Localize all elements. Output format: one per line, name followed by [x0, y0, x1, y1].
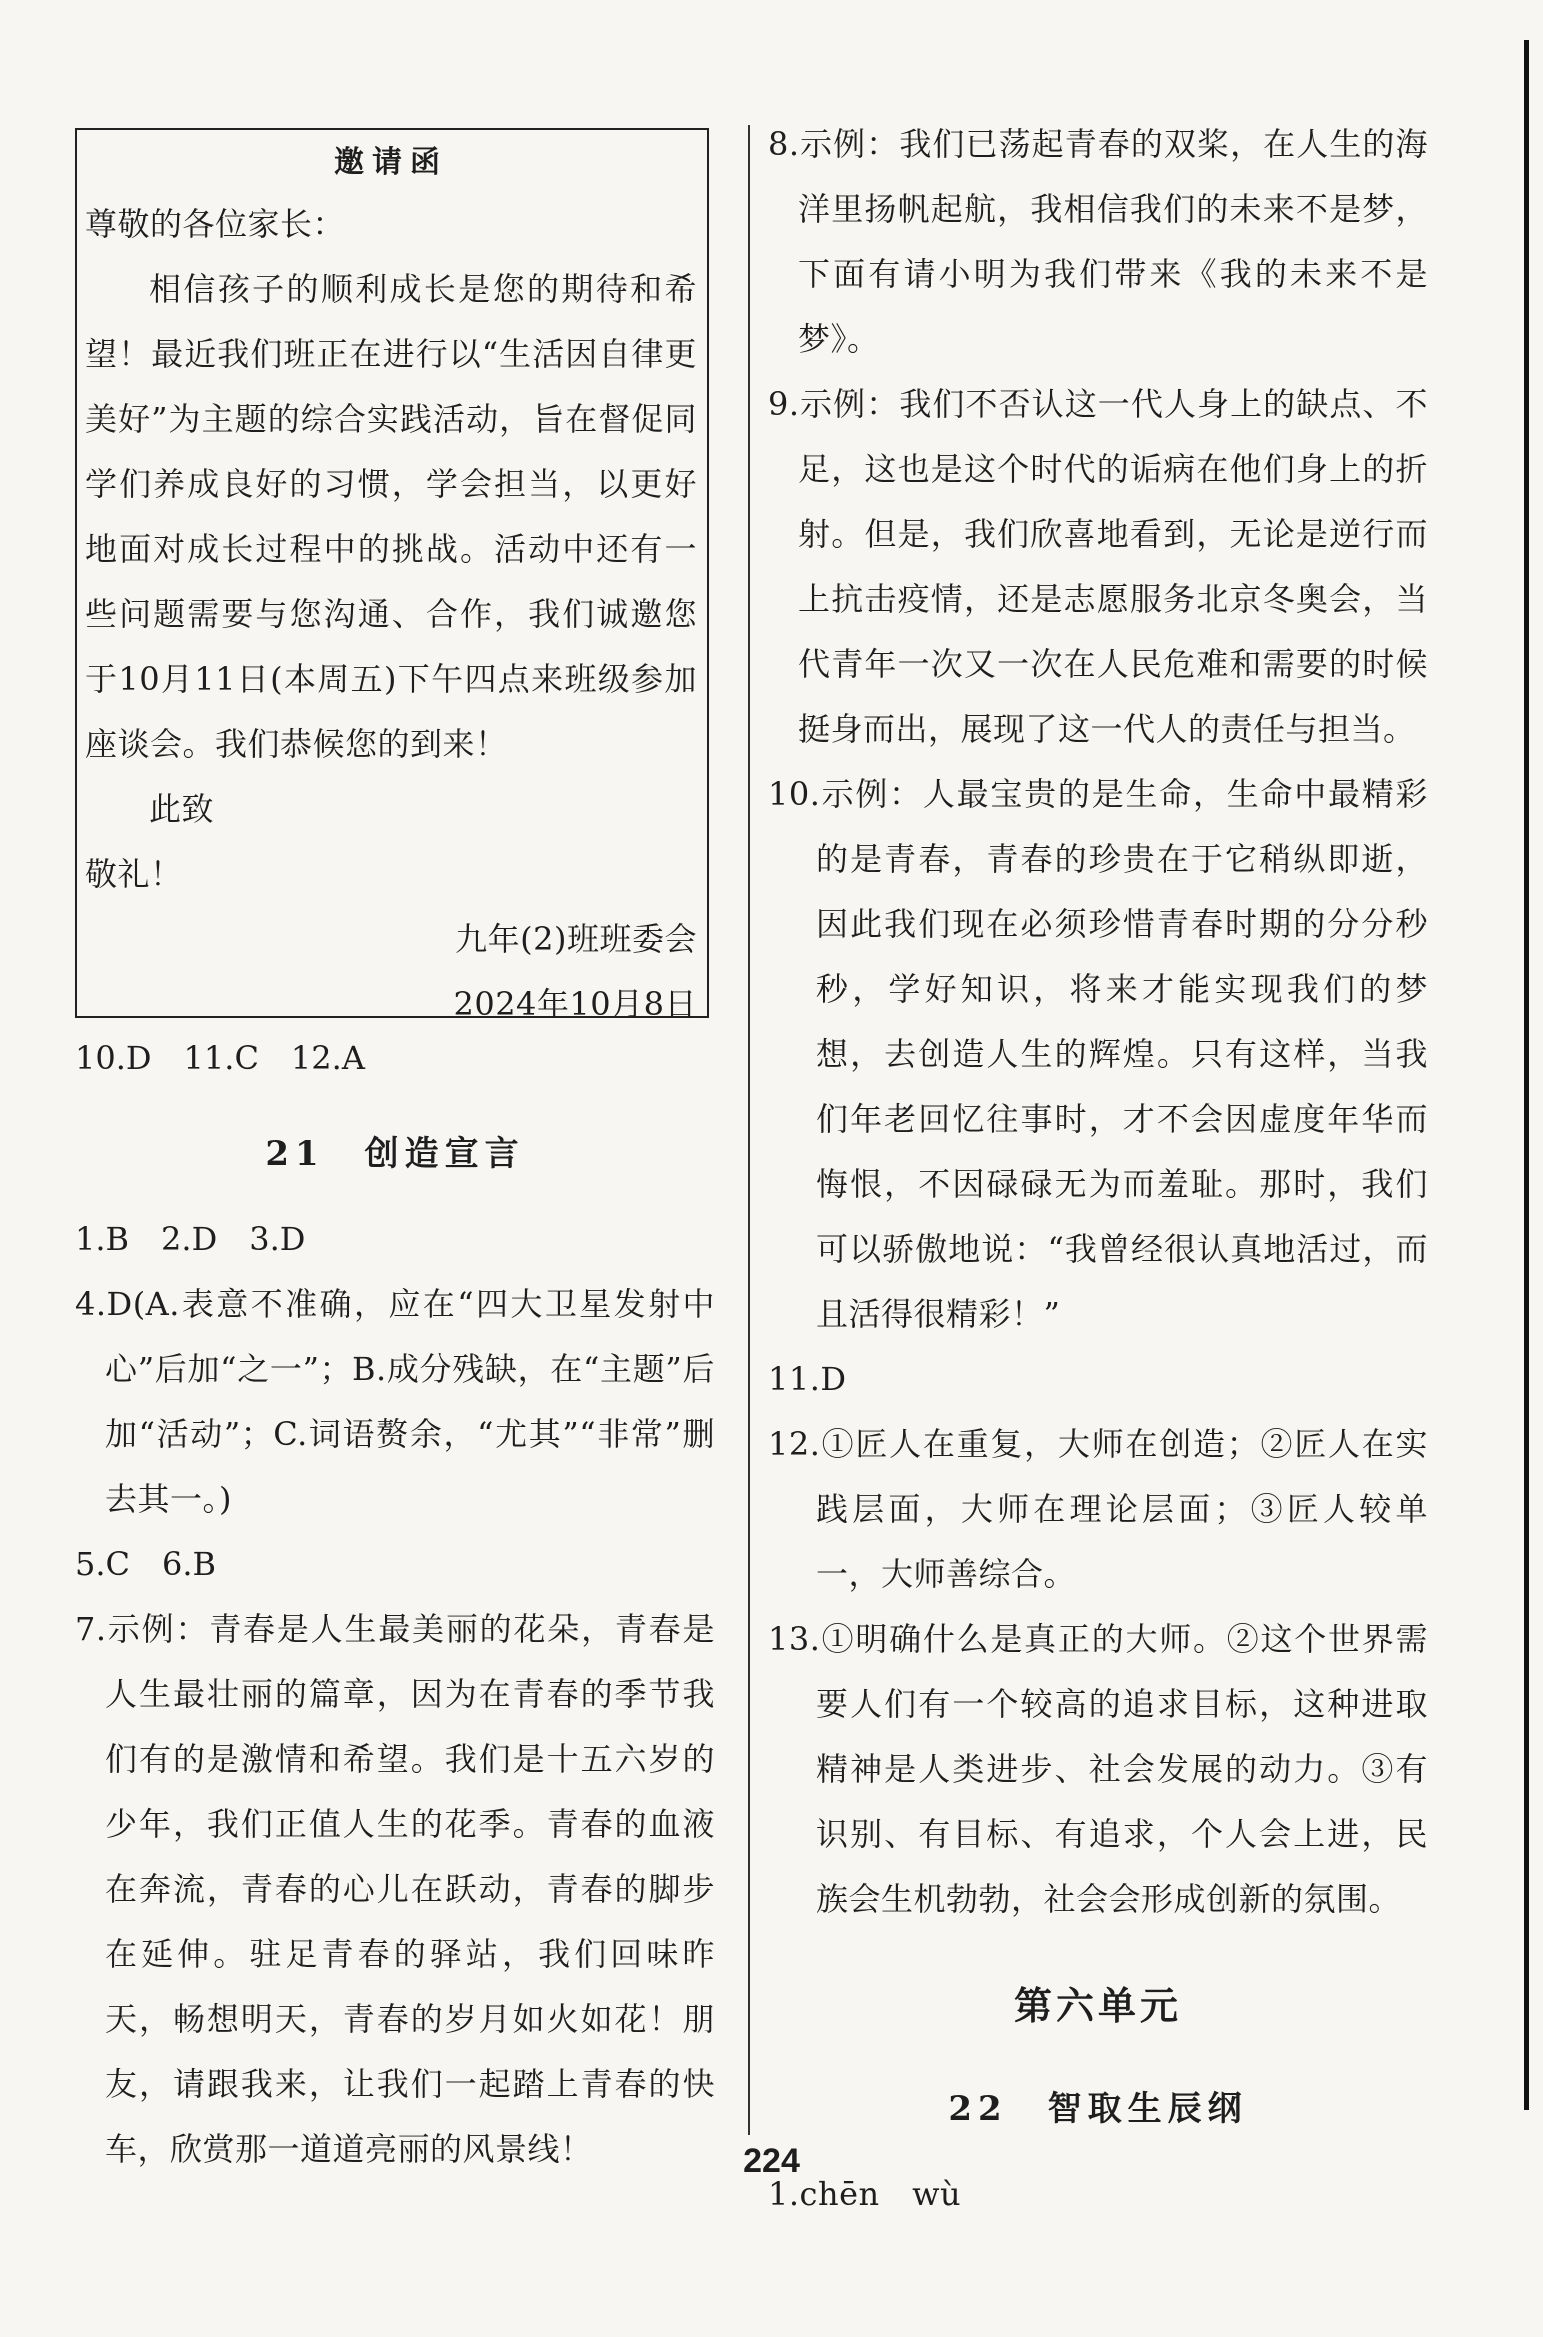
invitation-letter-box — [75, 128, 709, 1023]
answer-item-12: 12.①匠人在重复，大师在创造；②匠人在实践层面，大师在理论层面；③匠人较单一，大师善综合。 — [768, 1425, 1428, 1593]
letter-title: 邀请函 — [334, 145, 448, 180]
page-edge-line — [1524, 40, 1529, 2110]
answer-item-13: 13.①明确什么是真正的大师。②这个世界需要人们有一个较高的追求目标，这种进取精神是人类进步、社会发展的动力。③有识别、有目标、有追求，个人会上进，民族会生机勃勃，社会会形成创新的氛围。 — [768, 1620, 1428, 1918]
letter-salutation: 尊敬的各位家长： — [85, 205, 346, 243]
unit-6-heading: 第六单元 — [1013, 1983, 1182, 2028]
letter-body: 相信孩子的顺利成长是您的期待和希望！最近我们班正在进行以“生活因自律更美好”为主题的综合实践活动，旨在督促同学们养成良好的习惯，学会担当，以更好地面对成长过程中的挑战。活动中还有一些问题需要与您沟通、合作，我们诚邀您于10月11日(本周五)下午四点来班级参加座谈会。我们恭候您的到来！ — [85, 270, 697, 763]
left-column — [75, 128, 715, 2182]
letter-date: 2024年10月8日 — [453, 985, 697, 1023]
answer-item-10: 10.示例：人最宝贵的是生命，生命中最精彩的是青春，青春的珍贵在于它稍纵即逝，因此我们现在必须珍惜青春时期的分分秒秒，学好知识，将来才能实现我们的梦想，去创造人生的辉煌。只有这样，当我们年老回忆往事时，才不会因虚度年华而悔恨，不因碌碌无为而羞耻。那时，我们可以骄傲地说：“我曾经很认真地活过，而且活得很精彩！” — [768, 775, 1428, 1333]
right-column — [768, 112, 1428, 2227]
letter-signature: 九年(2)班班委会 — [455, 920, 697, 958]
answers-1-3: 1.B 2.D 3.D — [75, 1220, 306, 1258]
section-21-heading: 21 创造宣言 — [265, 1134, 525, 1174]
answer-item-11: 11.D — [768, 1360, 847, 1398]
section-22-heading: 22 智取生辰纲 — [948, 2089, 1248, 2129]
page-number: 224 — [743, 2142, 800, 2180]
answer-item-9: 9.示例：我们不否认这一代人身上的缺点、不足，这也是这个时代的诟病在他们身上的折射。但是，我们欣喜地看到，无论是逆行而上抗击疫情，还是志愿服务北京冬奥会，当代青年一次又一次在人民危难和需要的时候挺身而出，展现了这一代人的责任与担当。 — [768, 385, 1428, 748]
answer-item-8: 8.示例：我们已荡起青春的双桨，在人生的海洋里扬帆起航，我相信我们的未来不是梦，下面有请小明为我们带来《我的未来不是梦》。 — [768, 125, 1428, 358]
column-divider — [748, 125, 750, 2135]
letter-closing-2: 敬礼！ — [85, 855, 183, 893]
answer-item-7: 7.示例：青春是人生最美丽的花朵，青春是人生最壮丽的篇章，因为在青春的季节我们有的是激情和希望。我们是十五六岁的少年，我们正值人生的花季。青春的血液在奔流，青春的心儿在跃动，青春的脚步在延伸。驻足青春的驿站，我们回味昨天，畅想明天，青春的岁月如火如花！朋友，请跟我来，让我们一起踏上青春的快车，欣赏那一道道亮丽的风景线！ — [75, 1610, 715, 2168]
answer-item-1-pinyin: 1.chēn wù — [768, 2175, 962, 2213]
letter-closing-1: 此致 — [149, 790, 215, 828]
answers-10-12: 10.D 11.C 12.A — [75, 1039, 365, 1077]
answer-item-4: 4.D(A.表意不准确，应在“四大卫星发射中心”后加“之一”；B.成分残缺，在“主题”后加“活动”；C.词语赘余，“尤其”“非常”删去其一。) — [75, 1285, 715, 1518]
answers-5-6: 5.C 6.B — [75, 1545, 217, 1583]
